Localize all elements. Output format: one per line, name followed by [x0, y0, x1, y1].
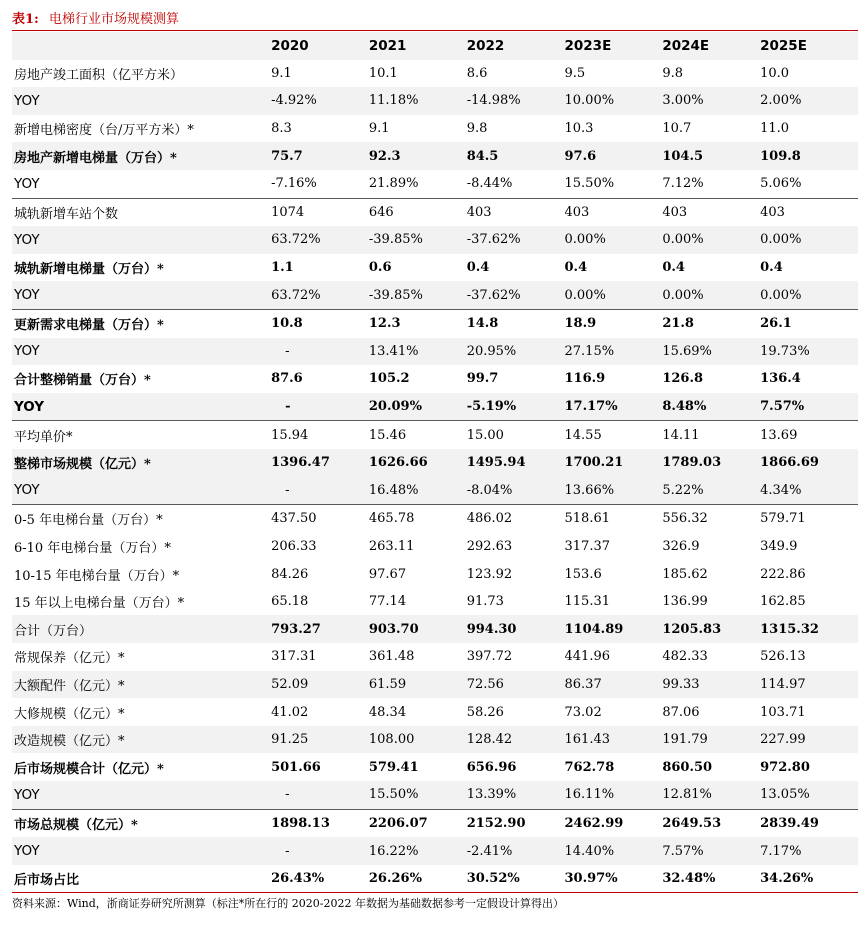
row-value: 2649.53 [662, 809, 760, 837]
row-value: 526.13 [760, 649, 806, 665]
row-value: 191.79 [662, 726, 760, 754]
row-label: 10-15 年电梯台量（万台）* [14, 568, 180, 584]
row-value: 136.99 [662, 594, 708, 610]
row-value: 762.78 [564, 759, 615, 775]
row-value: 136.4 [760, 371, 801, 387]
table-row [12, 615, 858, 643]
row-value: -2.41% [467, 837, 565, 865]
row-value: 206.33 [271, 538, 317, 554]
table-row [12, 60, 858, 88]
row-value: 403 [662, 198, 760, 226]
row-value: 34.26% [760, 865, 858, 893]
table-row [12, 281, 858, 309]
row-label: 整梯市场规模（亿元）* [12, 449, 271, 477]
row-value: 9.8 [662, 65, 683, 81]
row-value: 13.41% [369, 338, 467, 366]
row-value: 97.67 [368, 566, 407, 582]
row-value: 14.40% [565, 837, 663, 865]
table-row [12, 781, 858, 809]
row-value: 91.25 [271, 726, 369, 754]
row-value: 16.22% [369, 837, 467, 865]
row-value: 13.66% [565, 477, 663, 505]
row-value: 349.9 [760, 538, 798, 554]
row-value: 9.5 [564, 65, 586, 81]
row-value: 15.46 [369, 421, 467, 449]
row-value: 263.11 [368, 538, 415, 554]
row-value: -4.92% [271, 87, 369, 115]
row-value: 14.8 [467, 309, 565, 337]
row-label: YOY [12, 281, 271, 309]
row-value: 126.8 [662, 371, 704, 387]
row-value: -8.44% [466, 176, 513, 192]
row-value: 15.50% [369, 781, 467, 809]
title-rule [12, 30, 858, 31]
row-value: 994.30 [467, 615, 565, 643]
row-value: 99.33 [662, 671, 760, 699]
row-value: 19.73% [760, 338, 858, 366]
row-value: 2206.07 [369, 809, 467, 837]
row-value: 579.41 [368, 759, 419, 775]
table-row [12, 671, 858, 699]
row-value: 518.61 [565, 505, 663, 533]
row-value: 0.4 [760, 260, 783, 276]
table-row [12, 254, 858, 282]
row-value: 9.8 [466, 121, 488, 137]
row-value: -37.62% [467, 226, 565, 254]
row-value: -5.19% [467, 393, 565, 421]
row-value: 65.18 [271, 594, 309, 610]
row-value: 73.02 [564, 704, 602, 720]
row-value: 108.00 [369, 726, 467, 754]
row-value: 91.73 [466, 594, 504, 610]
row-label: YOY [12, 226, 271, 254]
row-value: 8.3 [271, 121, 292, 137]
row-label: 大额配件（亿元）* [12, 671, 271, 699]
header-cell-2020: 2020 [271, 32, 369, 60]
table-row [12, 226, 858, 254]
row-value: 1104.89 [565, 615, 663, 643]
row-value: 77.14 [368, 594, 407, 610]
header-row [12, 32, 858, 60]
source-note: 资料来源：Wind，浙商证券研究所测算（标注*所在行的 2020-2022 年数据为基础数据参考一定假设计算得出） [12, 897, 564, 910]
row-value: 361.48 [368, 649, 415, 665]
row-value: 87.06 [662, 704, 700, 720]
row-value: 1866.69 [760, 449, 858, 477]
row-value: 114.97 [760, 671, 858, 699]
row-value: 20.09% [369, 393, 467, 421]
row-value: 105.2 [368, 371, 410, 387]
table-row [12, 421, 858, 449]
row-value: 41.02 [271, 704, 309, 720]
row-value: 21.89% [368, 176, 419, 192]
table-caption: 电梯行业市场规模测算 [49, 12, 180, 27]
row-value: 501.66 [271, 759, 321, 775]
table-row [12, 865, 858, 893]
row-value: 75.7 [271, 142, 369, 170]
row-value: 1205.83 [662, 615, 760, 643]
table-row [12, 698, 858, 726]
row-value: 15.50% [564, 176, 615, 192]
row-value: 161.43 [565, 726, 663, 754]
row-value: 9.1 [368, 121, 390, 137]
row-value: 403 [565, 198, 663, 226]
table-row [12, 560, 858, 588]
row-value: 0.00% [662, 226, 760, 254]
row-label: 15 年以上电梯台量（万台）* [14, 596, 185, 612]
row-value: 465.78 [369, 505, 467, 533]
row-value: 26.1 [760, 309, 858, 337]
row-value: 1626.66 [369, 449, 467, 477]
row-value: 1.1 [271, 260, 294, 276]
row-value: 15.94 [271, 421, 369, 449]
row-value: 0.00% [760, 281, 858, 309]
row-value: 860.50 [662, 759, 713, 775]
header-cell-2023e: 2023E [565, 32, 663, 60]
row-label: YOY [12, 781, 271, 809]
row-value: 10.0 [760, 65, 790, 81]
row-value: 63.72% [271, 281, 369, 309]
row-value: 14.55 [565, 421, 663, 449]
row-value: 13.69 [760, 421, 858, 449]
row-value: 13.39% [467, 781, 565, 809]
row-value: -7.16% [271, 176, 317, 192]
row-value: 14.11 [662, 421, 760, 449]
table-row [12, 477, 858, 505]
row-value: 403 [760, 198, 858, 226]
row-value: 2839.49 [760, 809, 858, 837]
row-label: 后市场占比 [12, 865, 271, 893]
table-row [12, 449, 858, 477]
row-value: 0.00% [565, 281, 663, 309]
row-value: 0.4 [564, 260, 588, 276]
row-value: 2462.99 [565, 809, 663, 837]
table-row [12, 115, 858, 143]
row-value: 52.09 [271, 671, 369, 699]
row-label: 合计整梯销量（万台）* [14, 373, 151, 389]
row-value: - [271, 338, 369, 366]
row-value: 2152.90 [467, 809, 565, 837]
elevator-market-table [12, 32, 858, 893]
row-value: 17.17% [565, 393, 663, 421]
row-value: 48.34 [368, 704, 407, 720]
row-value: 30.97% [565, 865, 663, 893]
row-value: 441.96 [564, 649, 610, 665]
row-value: 10.7 [662, 121, 692, 137]
row-label: 房地产新增电梯量（万台）* [12, 142, 271, 170]
row-value: 5.22% [662, 477, 760, 505]
row-value: 5.06% [760, 176, 802, 192]
row-value: 0.00% [565, 226, 663, 254]
row-label: 后市场规模合计（亿元）* [14, 761, 164, 777]
row-value: 72.56 [467, 671, 565, 699]
row-value: 10.00% [565, 87, 663, 115]
row-value: 397.72 [466, 649, 513, 665]
table-row [12, 365, 858, 393]
table-row [12, 809, 858, 837]
row-label: 大修规模（亿元）* [14, 706, 125, 722]
row-value: 227.99 [760, 726, 858, 754]
row-value: 115.31 [564, 594, 610, 610]
row-value: -39.85% [369, 281, 467, 309]
row-label: 城轨新增车站个数 [12, 198, 271, 226]
row-value: - [271, 393, 369, 421]
row-value: -37.62% [467, 281, 565, 309]
row-value: 1700.21 [565, 449, 663, 477]
row-value: 7.12% [662, 176, 704, 192]
row-value: 646 [369, 198, 467, 226]
row-label: 改造规模（亿元）* [12, 726, 271, 754]
row-value: 0.6 [368, 260, 392, 276]
row-value: -8.04% [467, 477, 565, 505]
table-row [12, 505, 858, 533]
row-value: 16.11% [565, 781, 663, 809]
table-row [12, 588, 858, 616]
row-value: 656.96 [466, 759, 517, 775]
row-label: YOY [12, 338, 271, 366]
row-value: 7.17% [760, 837, 858, 865]
row-value: 0.4 [662, 260, 685, 276]
table-row [12, 309, 858, 337]
row-label: 城轨新增电梯量（万台）* [14, 262, 164, 278]
row-value: 317.37 [564, 538, 610, 554]
row-value: 10.3 [564, 121, 594, 137]
row-value: 3.00% [662, 87, 760, 115]
row-value: 972.80 [760, 759, 810, 775]
row-label: YOY [12, 87, 271, 115]
row-value: 556.32 [662, 505, 760, 533]
row-value: 61.59 [369, 671, 467, 699]
row-value: 15.00 [467, 421, 565, 449]
row-value: 15.69% [662, 338, 760, 366]
row-value: 26.43% [271, 865, 369, 893]
row-label: 更新需求电梯量（万台）* [12, 309, 271, 337]
row-value: 579.71 [760, 505, 858, 533]
row-label: 6-10 年电梯台量（万台）* [14, 540, 171, 556]
row-value: 63.72% [271, 226, 369, 254]
row-label: 合计（万台） [12, 615, 271, 643]
row-value: 109.8 [760, 142, 858, 170]
row-value: 162.85 [760, 594, 806, 610]
table-row [12, 837, 858, 865]
row-value: 30.52% [467, 865, 565, 893]
row-value: - [271, 477, 369, 505]
row-value: -39.85% [369, 226, 467, 254]
header-cell-label [12, 32, 271, 60]
row-value: - [271, 837, 369, 865]
row-label: 平均单价* [12, 421, 271, 449]
row-value: 10.1 [368, 65, 398, 81]
row-value: 403 [467, 198, 565, 226]
table-row [12, 170, 858, 198]
row-value: 104.5 [662, 142, 760, 170]
row-value: 222.86 [760, 566, 806, 582]
row-value: 486.02 [467, 505, 565, 533]
table-row [12, 533, 858, 561]
row-value: 153.6 [564, 566, 602, 582]
row-value: 292.63 [466, 538, 513, 554]
row-value: 97.6 [565, 142, 663, 170]
row-value: 793.27 [271, 615, 369, 643]
row-value: 32.48% [662, 865, 760, 893]
row-label: 新增电梯密度（台/万平方米）* [14, 123, 194, 139]
row-value: 11.18% [369, 87, 467, 115]
row-value: 317.31 [271, 649, 317, 665]
row-value: - [271, 781, 369, 809]
row-value: 13.05% [760, 781, 858, 809]
row-value: 10.8 [271, 309, 369, 337]
row-value: 482.33 [662, 649, 708, 665]
row-value: 84.5 [467, 142, 565, 170]
table-title [12, 8, 179, 27]
row-label: YOY [12, 477, 271, 505]
table-row [12, 338, 858, 366]
row-value: 8.6 [466, 65, 488, 81]
row-value: 27.15% [565, 338, 663, 366]
header-cell-2022: 2022 [467, 32, 565, 60]
row-value: 128.42 [467, 726, 565, 754]
row-value: 1315.32 [760, 615, 858, 643]
row-value: 12.81% [662, 781, 760, 809]
row-value: 20.95% [467, 338, 565, 366]
row-value: 16.48% [369, 477, 467, 505]
row-label: 房地产竣工面积（亿平方米） [14, 67, 184, 83]
table-row [12, 753, 858, 781]
row-value: 7.57% [662, 837, 760, 865]
row-value: 8.48% [662, 393, 760, 421]
row-value: 58.26 [466, 704, 504, 720]
row-value: 185.62 [662, 566, 708, 582]
table-row [12, 643, 858, 671]
row-label: YOY [12, 837, 271, 865]
row-value: 18.9 [565, 309, 663, 337]
row-value: 103.71 [760, 704, 806, 720]
table-row [12, 726, 858, 754]
row-value: 437.50 [271, 505, 369, 533]
row-label: YOY [12, 393, 271, 421]
row-value: 1898.13 [271, 809, 369, 837]
row-value: 116.9 [564, 371, 606, 387]
row-value: 0.00% [662, 281, 760, 309]
table-row [12, 198, 858, 226]
row-value: 92.3 [369, 142, 467, 170]
row-value: 86.37 [565, 671, 663, 699]
row-value: 26.26% [369, 865, 467, 893]
row-value: 0.00% [760, 226, 858, 254]
table-row [12, 87, 858, 115]
row-label: YOY [14, 175, 40, 192]
row-value: 1789.03 [662, 449, 760, 477]
table-row [12, 393, 858, 421]
row-value: 21.8 [662, 309, 760, 337]
header-cell-2021: 2021 [369, 32, 467, 60]
row-value: 123.92 [466, 566, 513, 582]
header-cell-2024e: 2024E [662, 32, 760, 60]
row-value: 0.4 [466, 260, 490, 276]
row-value: 1495.94 [467, 449, 565, 477]
row-value: 87.6 [271, 371, 303, 387]
row-value: 1396.47 [271, 449, 369, 477]
row-label: 0-5 年电梯台量（万台）* [12, 505, 271, 533]
row-label: 常规保养（亿元）* [14, 651, 125, 667]
row-value: 326.9 [662, 538, 700, 554]
row-value: 2.00% [760, 87, 858, 115]
row-value: 84.26 [271, 566, 309, 582]
row-value: 903.70 [369, 615, 467, 643]
table-number: 表1: [12, 12, 39, 27]
row-label: 市场总规模（亿元）* [12, 809, 271, 837]
table-row [12, 142, 858, 170]
row-value: 99.7 [466, 371, 499, 387]
row-value: 12.3 [369, 309, 467, 337]
row-value: 1074 [271, 198, 369, 226]
row-value: -14.98% [467, 87, 565, 115]
row-value: 4.34% [760, 477, 858, 505]
header-cell-2025e: 2025E [760, 32, 858, 60]
row-value: 11.0 [760, 121, 790, 137]
row-value: 7.57% [760, 393, 858, 421]
row-value: 9.1 [271, 65, 292, 81]
